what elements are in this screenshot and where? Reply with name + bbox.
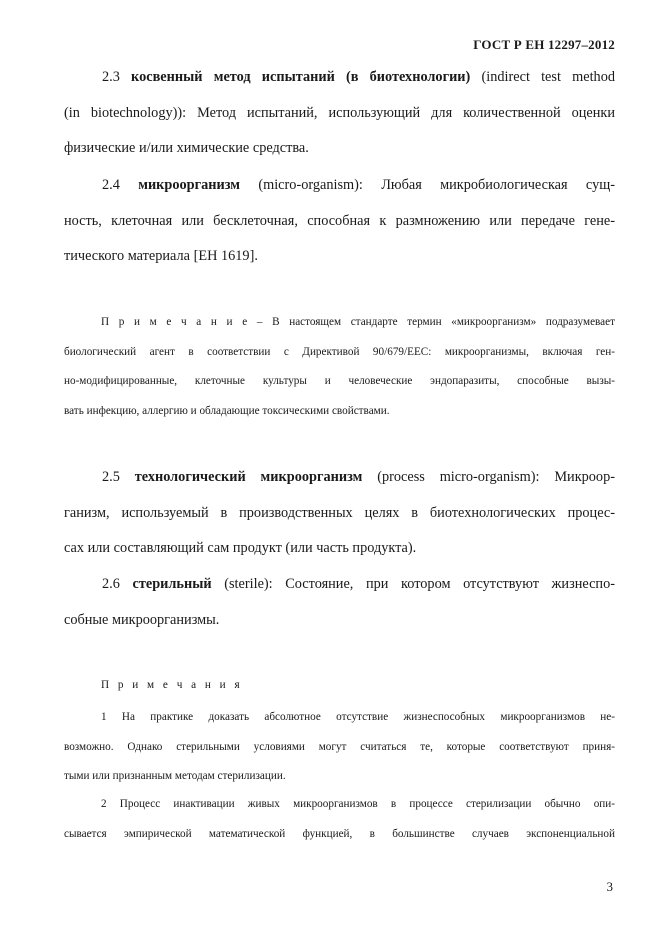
term-number: 2.5 <box>102 469 120 485</box>
note-text: 2 Процесс инактивации живых микроорганизмов в процессе стерилизации обычно опи- <box>101 798 615 810</box>
note-text: 1 На практике доказать абсолютное отсутствие жизнеспособных микроорганизмов не- <box>101 711 615 723</box>
term-title: стерильный <box>132 576 212 592</box>
term-text: ность, клеточная или бесклеточная, способная к размножению или передаче гене- <box>64 212 615 229</box>
term-number: 2.3 <box>102 69 120 85</box>
note-text: сывается эмпирической математической функцией, в большинстве случаев экспоненциальной <box>64 827 615 840</box>
note-text: – В настоящем стандарте термин «микроорганизм» подразумевает <box>247 316 615 328</box>
term-text: собные микроорганизмы. <box>64 611 220 628</box>
term-text: (in biotechnology)): Метод испытаний, использующий для количественной оценки <box>64 104 615 121</box>
term-2-3 <box>64 60 615 167</box>
term-text: физические и/или химические средства. <box>64 140 309 156</box>
notes-2 <box>64 671 615 701</box>
term-text: (process micro-organism): Микроор- <box>362 469 615 485</box>
note-label: П р и м е ч а н и е <box>101 316 248 328</box>
note-text: возможно. Однако стерильными условиями могут считаться те, которые соответствуют приня- <box>64 740 615 753</box>
term-text: (indirect test method <box>470 69 615 85</box>
note-text: тыми или признанным методам стерилизации. <box>64 770 286 782</box>
note-1 <box>64 308 615 426</box>
term-2-6 <box>64 567 615 638</box>
document-header: ГОСТ Р ЕН 12297–2012 <box>473 37 615 52</box>
notes-heading: П р и м е ч а н и я <box>101 679 243 691</box>
term-text: (sterile): Состояние, при котором отсутствуют жизнеспо- <box>211 576 615 592</box>
term-2-4 <box>64 168 615 275</box>
term-title: микроорганизм <box>138 177 241 193</box>
term-text: ганизм, используемый в производственных целях в биотехнологических процес- <box>64 504 615 521</box>
notes-2-item-2 <box>64 790 615 849</box>
note-text: биологический агент в соответствии с Директивой 90/679/ЕЕС: микроорганизмы, включая ген- <box>64 345 615 358</box>
term-text: (micro-organism): Любая микробиологическая сущ- <box>240 177 616 193</box>
term-text: сах или составляющий сам продукт (или часть продукта). <box>64 540 417 556</box>
note-text: но-модифицированные, клеточные культуры и человеческие эндопаразиты, способные вызы- <box>64 375 615 387</box>
term-number: 2.6 <box>102 576 120 592</box>
term-text: тического материала [ЕН 1619]. <box>64 248 258 264</box>
term-title: косвенный метод испытаний (в биотехнологии) <box>131 69 471 85</box>
term-title: технологический микроорганизм <box>134 469 363 485</box>
term-number: 2.4 <box>102 177 120 193</box>
notes-2-item-1 <box>64 703 615 792</box>
term-2-5 <box>64 460 615 567</box>
note-text: вать инфекцию, аллергию и обладающие токсическими свойствами. <box>64 404 390 417</box>
page-number: 3 <box>606 879 613 894</box>
